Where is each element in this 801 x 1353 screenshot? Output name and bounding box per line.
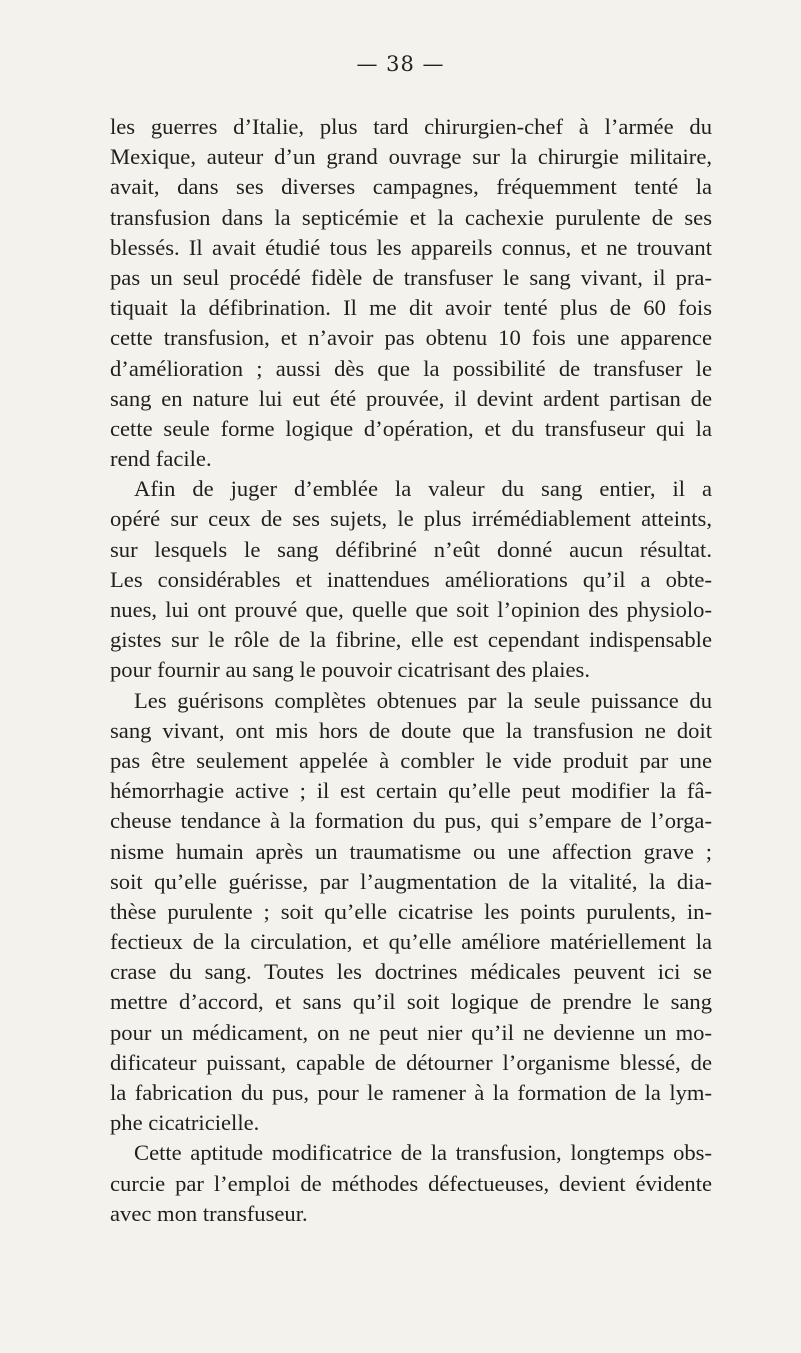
text-line: Mexique, auteur d’un grand ouvrage sur la chirurgie militaire, [110,144,712,170]
text-line: rend facile. [110,446,212,472]
text-line: gistes sur le rôle de la fibrine, elle est cependant indispensable [110,627,712,653]
text-line: blessés. Il avait étudié tous les appareils connus, et ne trouvant [110,234,712,260]
text-line: hémorrhagie active ; il est certain qu’elle peut modifier la fâ- [110,778,712,804]
text-line: Les guérisons complètes obtenues par la seule puissance du [134,687,712,713]
text-line: opéré sur ceux de ses sujets, le plus irrémédiablement atteints, [110,506,712,532]
text-line: thèse purulente ; soit qu’elle cicatrise les points purulents, in- [110,898,712,924]
text-line: phe cicatricielle. [110,1110,260,1136]
text-line: pour fournir au sang le pouvoir cicatrisant des plaies. [110,657,590,683]
text-line: sang vivant, ont mis hors de doute que la transfusion ne doit [110,717,712,743]
text-line: cette seule forme logique d’opération, et du transfuseur qui la [110,415,712,441]
text-line: fectieux de la circulation, et qu’elle améliore matériellement la [110,929,712,955]
text-line: cette transfusion, et n’avoir pas obtenu 10 fois une apparence [110,325,712,351]
text-line: transfusion dans la septicémie et la cachexie purulente de ses [110,204,712,230]
text-line: crase du sang. Toutes les doctrines médicales peuvent ici se [110,959,712,985]
text-line: Cette aptitude modificatrice de la transfusion, longtemps obs- [134,1140,712,1166]
text-line: d’amélioration ; aussi dès que la possibilité de transfuser le [110,355,712,381]
text-line: cheuse tendance à la formation du pus, qui s’empare de l’orga- [110,808,712,834]
text-line: pas être seulement appelée à combler le vide produit par une [110,747,712,773]
text-line: tiquait la défibrination. Il me dit avoir tenté plus de 60 fois [110,295,712,321]
text-line: sang en nature lui eut été prouvée, il devint ardent partisan de [110,385,712,411]
text-line: sur lesquels le sang défibriné n’eût donné aucun résultat. [110,536,712,562]
text-line: pour un médicament, on ne peut nier qu’il ne devienne un mo- [110,1019,712,1045]
text-line: dificateur puissant, capable de détourner l’organisme blessé, de [110,1049,712,1075]
text-line: nisme humain après un traumatisme ou une affection grave ; [110,838,712,864]
text-line: curcie par l’emploi de méthodes défectueuses, devient évidente [110,1170,712,1196]
text-line: Afin de juger d’emblée la valeur du sang entier, il a [134,476,712,502]
text-line: la fabrication du pus, pour le ramener à la formation de la lym- [110,1080,712,1105]
text-line: soit qu’elle guérisse, par l’augmentation de la vitalité, la dia- [110,868,712,894]
text-line: avait, dans ses diverses campagnes, fréquemment tenté la [110,174,712,200]
body-text [110,112,712,1229]
text-line: pas un seul procédé fidèle de transfuser le sang vivant, il pra- [110,264,712,290]
text-line: mettre d’accord, et sans qu’il soit logique de prendre le sang [110,989,712,1015]
text-line: nues, lui ont prouvé que, quelle que soit l’opinion des physiolo- [110,597,712,622]
text-line: Les considérables et inattendues améliorations qu’il a obte- [110,566,712,592]
text-line: avec mon transfuseur. [110,1200,308,1226]
page-number: — 38 — [356,52,445,76]
text-line: les guerres d’Italie, plus tard chirurgien-chef à l’armée du [110,114,712,139]
